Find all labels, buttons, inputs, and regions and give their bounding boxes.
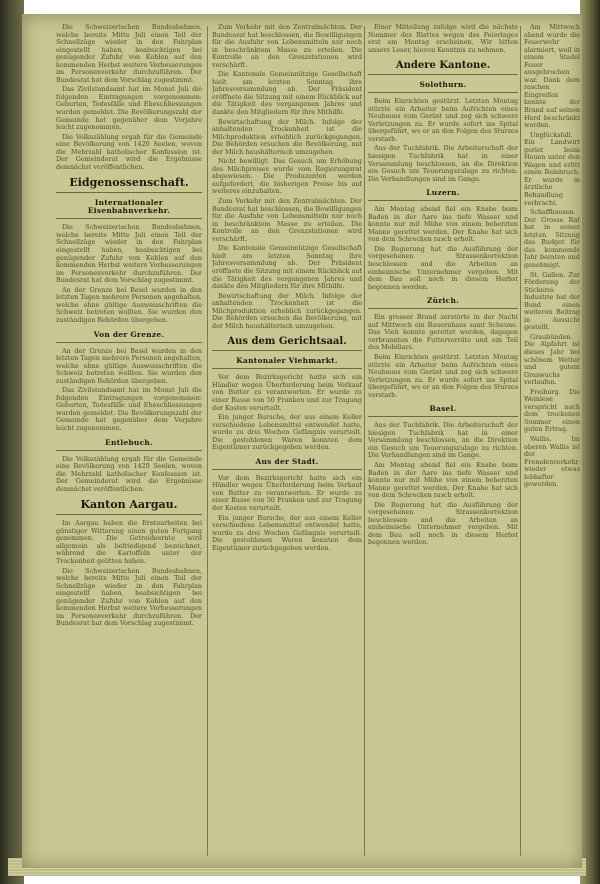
article-paragraph: Das Zivilstandsamt hat im Monat Juli die folgenden Eintragungen vorgenommen: Geburten, Todesfälle und Eheschliessungen wurden gemeldet. Die Bevölkerungszahl der Gemeinde hat gegenüber dem Vorjahre leicht zugenommen. (56, 85, 202, 132)
article-paragraph: Nicht bewilligt. Das Gesuch um Erhöhung des Milchpreises wurde vom Regierungsrat abgewiesen. Die Produzenten werden aufgefordert, die bisherigen Preise bis auf weiteres einzuhalten. (212, 157, 362, 196)
article-paragraph: Zum Verkehr mit den Zentralmächten. Der Bundesrat hat beschlossen, die Bewilligungen für die Ausfuhr von Lebensmitteln nur noch in beschränktem Masse zu erteilen. Die Kontrolle an den Grenzstationen wird verschärft. (212, 197, 362, 243)
article-subheadline: Zürich. (368, 297, 518, 309)
section-headline: Kanton Aargau. (56, 499, 202, 515)
article-paragraph: Am Mittwoch abend wurde die Feuerwehr alarmiert, weil in einem Stadel Feuer ausgebrochen war. Dank dem raschen Eingreifen konnte der Brand auf seinen Herd beschränkt werden. (524, 24, 580, 130)
article-subheadline: Luzern. (368, 189, 518, 201)
article-paragraph: Schaffhausen. Der Grosse Rat hat in seiner letzten Sitzung das Budget für das kommende Jahr beraten und genehmigt. (524, 208, 580, 269)
column-3 (368, 24, 518, 858)
section-headline: Andere Kantone. (368, 60, 518, 75)
article-subheadline: Entlebuch. (56, 439, 202, 451)
article-paragraph: Unglücksfall. Ein Landwirt geriet beim Heuen unter den Wagen und erlitt einen Beinbruch. Er wurde in ärztliche Behandlung verbracht. (524, 130, 580, 207)
column-rule (207, 26, 208, 856)
article-paragraph: Bewirtschaftung der Milch. Infolge der anhaltenden Trockenheit ist die Milchproduktion erheblich zurückgegangen. Die Behörden ersuchen die Bevölkerung, mit der Milch haushälterisch umzugehen. (212, 291, 362, 330)
column-rule (364, 26, 365, 856)
article-subheadline: Kantonaler Viehmarkt. (212, 357, 362, 369)
article-paragraph: Am Montag abend fiel ein Knabe beim Baden in der Aare ins tiefe Wasser und konnte nur mit Mühe von einem beherzten Manne gerettet werden. Der Knabe hat sich von dem Schrecken rasch erholt. (368, 205, 518, 244)
article-paragraph: Ein junger Bursche, der aus einem Keller verschiedene Lebensmittel entwendet hatte, wurde zu drei Wochen Gefängnis verurteilt. Die gestohlenen Waren konnten dem Eigentümer zurückgegeben werden. (212, 513, 362, 552)
article-paragraph: Freiburg. Die Weinlese verspricht nach dem trockenen Sommer einen guten Ertrag. (524, 387, 580, 434)
article-paragraph: Beim Einrichten gestürzt. Letzten Montag stürzte ein Arbeiter beim Aufrichten eines Neubaues vom Gerüst und zog sich schwere Verletzungen zu. Er wurde sofort ins Spital übergeführt, wo er an den Folgen des Sturzes verstarb. (368, 352, 518, 399)
section-headline: Aus dem Gerichtsaal. (212, 336, 362, 351)
article-subheadline: Aus der Stadt. (212, 458, 362, 470)
article-paragraph: Im Aargau haben die Erntearbeiten bei günstiger Witterung einen guten Fortgang genommen. Die Getreideernte wird allgemein als befriedigend bezeichnet, während die Kartoffeln unter der Trockenheit gelitten haben. (56, 519, 202, 565)
article-paragraph: Einer Mitteilung zufolge wird die nächste Nummer des Blattes wegen des Feiertages erst am Montag erscheinen. Wir bitten unsere Leser, hievon Kenntnis zu nehmen. (368, 24, 518, 54)
article-paragraph: Zum Verkehr mit den Zentralmächten. Der Bundesrat hat beschlossen, die Bewilligungen für die Ausfuhr von Lebensmitteln nur noch in beschränktem Masse zu erteilen. Die Kontrolle an den Grenzstationen wird verschärft. (212, 24, 362, 69)
article-paragraph: Die Regierung hat die Ausführung der vorgesehenen Strassenkorrektion beschlossen und die Arbeiten an einheimische Unternehmer vergeben. Mit dem Bau soll noch in diesem Herbst begonnen werden. (368, 500, 518, 547)
article-paragraph: An der Grenze bei Basel wurden in den letzten Tagen mehrere Personen angehalten, welche ohne gültige Ausweisschriften die Schweiz betreten wollten. Sie wurden den zuständigen Behörden übergeben. (56, 285, 202, 324)
article-paragraph: Die Regierung hat die Ausführung der vorgesehenen Strassenkorrektion beschlossen und die Arbeiten an einheimische Unternehmer vergeben. Mit dem Bau soll noch in diesem Herbst begonnen werden. (368, 244, 518, 291)
article-paragraph: Die Volkszählung ergab für die Gemeinde eine Bevölkerung von 1420 Seelen, wovon die Mehrzahl katholischer Konfession ist. Der Gemeinderat wird die Ergebnisse demnächst veröffentlichen. (56, 454, 202, 493)
article-paragraph: Die Volkszählung ergab für die Gemeinde eine Bevölkerung von 1420 Seelen, wovon die Mehrzahl katholischer Konfession ist. Der Gemeinderat wird die Ergebnisse demnächst veröffentlichen. (56, 132, 202, 171)
article-paragraph: Vor dem Bezirksgericht hatte sich ein Händler wegen Überforderung beim Verkauf von Butter zu verantworten. Er wurde zu einer Busse von 50 Franken und zur Tragung der Kosten verurteilt. (212, 373, 362, 412)
article-paragraph: Aus der Tuchfabrik. Die Arbeiterschaft der hiesigen Tuchfabrik hat in einer Versammlung beschlossen, an die Direktion ein Gesuch um Teuerungszulage zu richten. Die Verhandlungen sind im Gange. (368, 421, 518, 460)
article-paragraph: Die Schweizerischen Bundesbahnen, welche bereits Mitte Juli einen Teil der Schnellzüge wieder in den Fahrplan eingestellt haben, beabsichtigen bei genügender Zufuhr von Kohlen auf den kommenden Herbst weitere Verbesserungen im Personenverkehr durchzuführen. Der Bundesrat hat dem Vorschlag zugestimmt. (56, 223, 202, 285)
article-paragraph: An der Grenze bei Basel wurden in den letzten Tagen mehrere Personen angehalten, welche ohne gültige Ausweisschriften die Schweiz betreten wollten. Sie wurden den zuständigen Behörden übergeben. (56, 346, 202, 385)
book-cover-edge (0, 0, 24, 884)
article-paragraph: Graubünden. Die Alpfahrt ist dieses Jahr bei schönem Wetter und gutem Graswuchs verlaufen. (524, 332, 580, 387)
article-subheadline: Internationaler Eisenbahnverkehr. (56, 199, 202, 219)
newspaper-page (22, 14, 582, 868)
article-paragraph: Am Montag abend fiel ein Knabe beim Baden in der Aare ins tiefe Wasser und konnte nur mit Mühe von einem beherzten Manne gerettet werden. Der Knabe hat sich von dem Schrecken rasch erholt. (368, 460, 518, 500)
article-paragraph: St. Gallen. Zur Förderung der Stickerei-Industrie hat der Bund einen weiteren Beitrag in Aussicht gestellt. (524, 270, 580, 332)
column-2 (212, 24, 362, 858)
article-subheadline: Von der Grenze. (56, 331, 202, 343)
column-1 (56, 24, 202, 858)
article-paragraph: Die Schweizerischen Bundesbahnen, welche bereits Mitte Juli einen Teil der Schnellzüge wieder in den Fahrplan eingestellt haben, beabsichtigen bei genügender Zufuhr von Kohlen auf den kommenden Herbst weitere Verbesserungen im Personenverkehr durchzuführen. Der Bundesrat hat dem Vorschlag zugestimmt. (56, 24, 202, 84)
article-paragraph: Beim Einrichten gestürzt. Letzten Montag stürzte ein Arbeiter beim Aufrichten eines Neubaues vom Gerüst und zog sich schwere Verletzungen zu. Er wurde sofort ins Spital übergeführt, wo er an den Folgen des Sturzes verstarb. (368, 97, 518, 143)
article-paragraph: Aus der Tuchfabrik. Die Arbeiterschaft der hiesigen Tuchfabrik hat in einer Versammlung beschlossen, an die Direktion ein Gesuch um Teuerungszulage zu richten. Die Verhandlungen sind im Gange. (368, 144, 518, 183)
article-subheadline: Basel. (368, 405, 518, 417)
section-headline: Eidgenossenschaft. (56, 177, 202, 193)
article-paragraph: Die Kantonale Gemeinnützige Gesellschaft hielt am letzten Sonntag ihre Jahresversammlung ab. Der Präsident eröffnete die Sitzung mit einem Rückblick auf die Tätigkeit des vergangenen Jahres und dankte den Mitgliedern für ihre Mithilfe. (212, 70, 362, 117)
book-spine-shadow (580, 0, 600, 884)
article-paragraph: Die Kantonale Gemeinnützige Gesellschaft hielt am letzten Sonntag ihre Jahresversammlung ab. Der Präsident eröffnete die Sitzung mit einem Rückblick auf die Tätigkeit des vergangenen Jahres und dankte den Mitgliedern für ihre Mithilfe. (212, 244, 362, 291)
article-paragraph: Vor dem Bezirksgericht hatte sich ein Händler wegen Überforderung beim Verkauf von Butter zu verantworten. Er wurde zu einer Busse von 50 Franken und zur Tragung der Kosten verurteilt. (212, 473, 362, 512)
article-paragraph: Bewirtschaftung der Milch. Infolge der anhaltenden Trockenheit ist die Milchproduktion erheblich zurückgegangen. Die Behörden ersuchen die Bevölkerung, mit der Milch haushälterisch umzugehen. (212, 117, 362, 156)
column-rule (520, 26, 521, 856)
article-paragraph: Das Zivilstandsamt hat im Monat Juli die folgenden Eintragungen vorgenommen: Geburten, Todesfälle und Eheschliessungen wurden gemeldet. Die Bevölkerungszahl der Gemeinde hat gegenüber dem Vorjahre leicht zugenommen. (56, 386, 202, 432)
article-paragraph: Die Schweizerischen Bundesbahnen, welche bereits Mitte Juli einen Teil der Schnellzüge wieder in den Fahrplan eingestellt haben, beabsichtigen bei genügender Zufuhr von Kohlen auf den kommenden Herbst weitere Verbesserungen im Personenverkehr durchzuführen. Der Bundesrat hat dem Vorschlag zugestimmt. (56, 566, 202, 628)
article-paragraph: Ein grosser Brand zerstörte in der Nacht auf Mittwoch ein Bauernhaus samt Scheune. Das Vieh konnte gerettet werden, dagegen verbrannten die Futtervorräte und ein Teil des Mobiliars. (368, 313, 518, 352)
column-4 (524, 24, 580, 858)
article-paragraph: Ein junger Bursche, der aus einem Keller verschiedene Lebensmittel entwendet hatte, wurde zu drei Wochen Gefängnis verurteilt. Die gestohlenen Waren konnten dem Eigentümer zurückgegeben werden. (212, 413, 362, 452)
article-paragraph: Wallis. Im oberen Wallis ist der Fremdenverkehr wieder etwas lebhafter geworden. (524, 434, 580, 489)
article-subheadline: Solothurn. (368, 81, 518, 93)
